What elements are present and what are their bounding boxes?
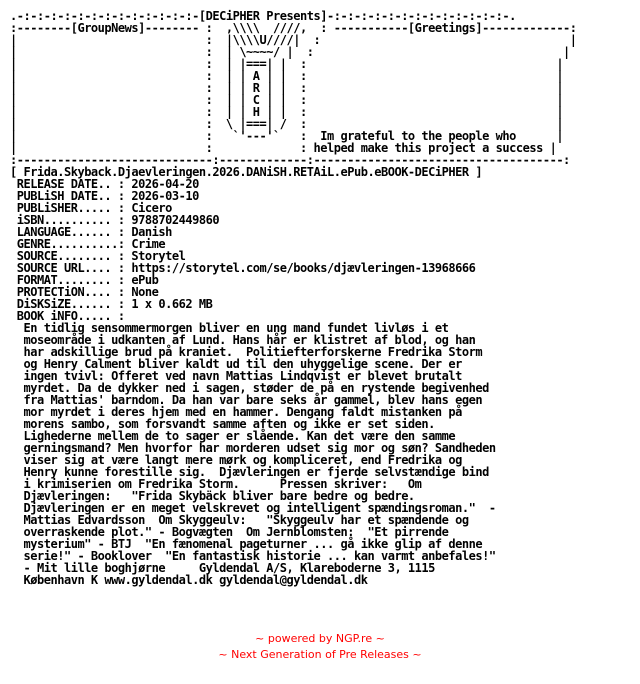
nfo-line: morens sambo, som forsvandt samme aften og ikke er set siden. <box>10 417 435 431</box>
nfo-line: Lighederne mellem de to sager er slående. Kan det være den samme <box>10 429 456 443</box>
nfo-line: myrdet. Da de dykker ned i sagen, støder de på en rystende begivenhed <box>10 381 489 395</box>
nfo-line: | : |\\\\U////| : | <box>10 33 577 47</box>
nfo-line: | : | | A | | : | <box>10 69 564 83</box>
nfo-line: | : | | H | | : | <box>10 105 564 119</box>
nfo-line: og Henry Calment bliver kaldt ud til den uhyggelige scene. Der er <box>10 357 462 371</box>
footer-tagline: ~ Next Generation of Pre Releases ~ <box>218 648 422 661</box>
nfo-line: RELEASE DATE.. : 2026-04-20 <box>10 177 199 191</box>
nfo-line: PROTECTiON.... : None <box>10 285 159 299</box>
footer <box>0 631 640 663</box>
nfo-line: - Mit lille boghjørne Gyldendal A/S, Klareboderne 3, 1115 <box>10 561 435 575</box>
nfo-line: fra Mattias' barndom. Da han var bare seks år gammel, blev hans egen <box>10 393 483 407</box>
nfo-line: Henry kunne forestille sig. Djævleringen er fjerde selvstændige bind <box>10 465 489 479</box>
nfo-line: DiSKSiZE...... : 1 x 0.662 MB <box>10 297 213 311</box>
nfo-line: overraskende plot." - Bogvægten Om Jernblomsten: "Et pirrende <box>10 525 449 539</box>
nfo-line: .-:-:-:-:-:-:-:-:-:-:-:-:-:-[DECiPHER Presents]-:-:-:-:-:-:-:-:-:-:-:-:-:-. <box>10 9 516 23</box>
nfo-line: viser sig at være langt mere mørk og kompliceret, end Fredrika og <box>10 453 462 467</box>
footer-powered-by: ~ powered by NGP.re ~ <box>255 632 385 645</box>
nfo-line: | : | \~~~~/ | : | <box>10 45 570 59</box>
nfo-line: Djævleringen: "Frida Skybäck bliver bare bedre og bedre. <box>10 489 415 503</box>
nfo-line: PUBLiSH DATE.. : 2026-03-10 <box>10 189 199 203</box>
nfo-line: PUBLiSHER..... : Cicero <box>10 201 172 215</box>
nfo-line: i krimiserien om Fredrika Storm. Pressen skriver: Om <box>10 477 422 491</box>
nfo-line: SOURCE........ : Storytel <box>10 249 186 263</box>
nfo-line: GENRE..........: Crime <box>10 237 166 251</box>
nfo-line: moseområde i udkanten af Lund. Hans hår er klistret af blod, og han <box>10 333 476 347</box>
nfo-line: mor myrdet i deres hjem med en hammer. Dengang faldt mistanken på <box>10 405 462 419</box>
nfo-line: serie!" - Booklover "En fantastisk historie ... kan varmt anbefales!" <box>10 549 496 563</box>
nfo-line: Djævleringen er en meget velskrevet og intelligent spændingsroman." - <box>10 501 496 515</box>
nfo-line: Mattias Edvardsson Om Skyggeulv: "Skyggeulv har et spændende og <box>10 513 469 527</box>
nfo-line: mysterium" - BTJ "En fænomenal pageturner ... gå ikke glip af denne <box>10 537 483 551</box>
nfo-line: | : | |===| | : | <box>10 57 564 71</box>
nfo-line: | : \ |===| / : | <box>10 117 564 131</box>
nfo-line: gerningsmand? Men hvorfor har morderen udset sig mor og søn? Sandheden <box>10 441 496 455</box>
nfo-line: ingen tvivl: Offeret ved navn Mattias Lindqvist er blevet brutalt <box>10 369 462 383</box>
nfo-line: :-----------------------------:-------------:-------------------------------------: <box>10 153 570 167</box>
nfo-line: FORMAT........ : ePub <box>10 273 159 287</box>
nfo-line: SOURCE URL.... : https://storytel.com/se/books/djævleringen-13968666 <box>10 261 476 275</box>
nfo-line: | : : helped make this project a success | <box>10 141 557 155</box>
nfo-line: København K www.gyldendal.dk gyldendal@gyldendal.dk <box>10 573 368 587</box>
nfo-line: | : | | R | | : | <box>10 81 564 95</box>
nfo-line: | : | | C | | : | <box>10 93 564 107</box>
nfo-line: har adskillige brud på kraniet. Politiefterforskerne Fredrika Storm <box>10 345 483 359</box>
nfo-line: En tidlig sensommermorgen bliver en ung mand fundet livløs i et <box>10 321 449 335</box>
nfo-text-block <box>10 10 577 586</box>
nfo-line: [ Frida.Skyback.Djaevleringen.2026.DANiSH.RETAiL.ePub.eBOOK-DECiPHER ] <box>10 165 483 179</box>
nfo-line: BOOK iNFO..... : <box>10 309 125 323</box>
nfo-line: :--------[GroupNews]-------- : ,\\\\ ////, : -----------[Greetings]-------------: <box>10 21 577 35</box>
nfo-line: | : `'---'` : Im grateful to the people who | <box>10 129 564 143</box>
nfo-line: LANGUAGE...... : Danish <box>10 225 172 239</box>
nfo-line: iSBN.......... : 9788702449860 <box>10 213 220 227</box>
